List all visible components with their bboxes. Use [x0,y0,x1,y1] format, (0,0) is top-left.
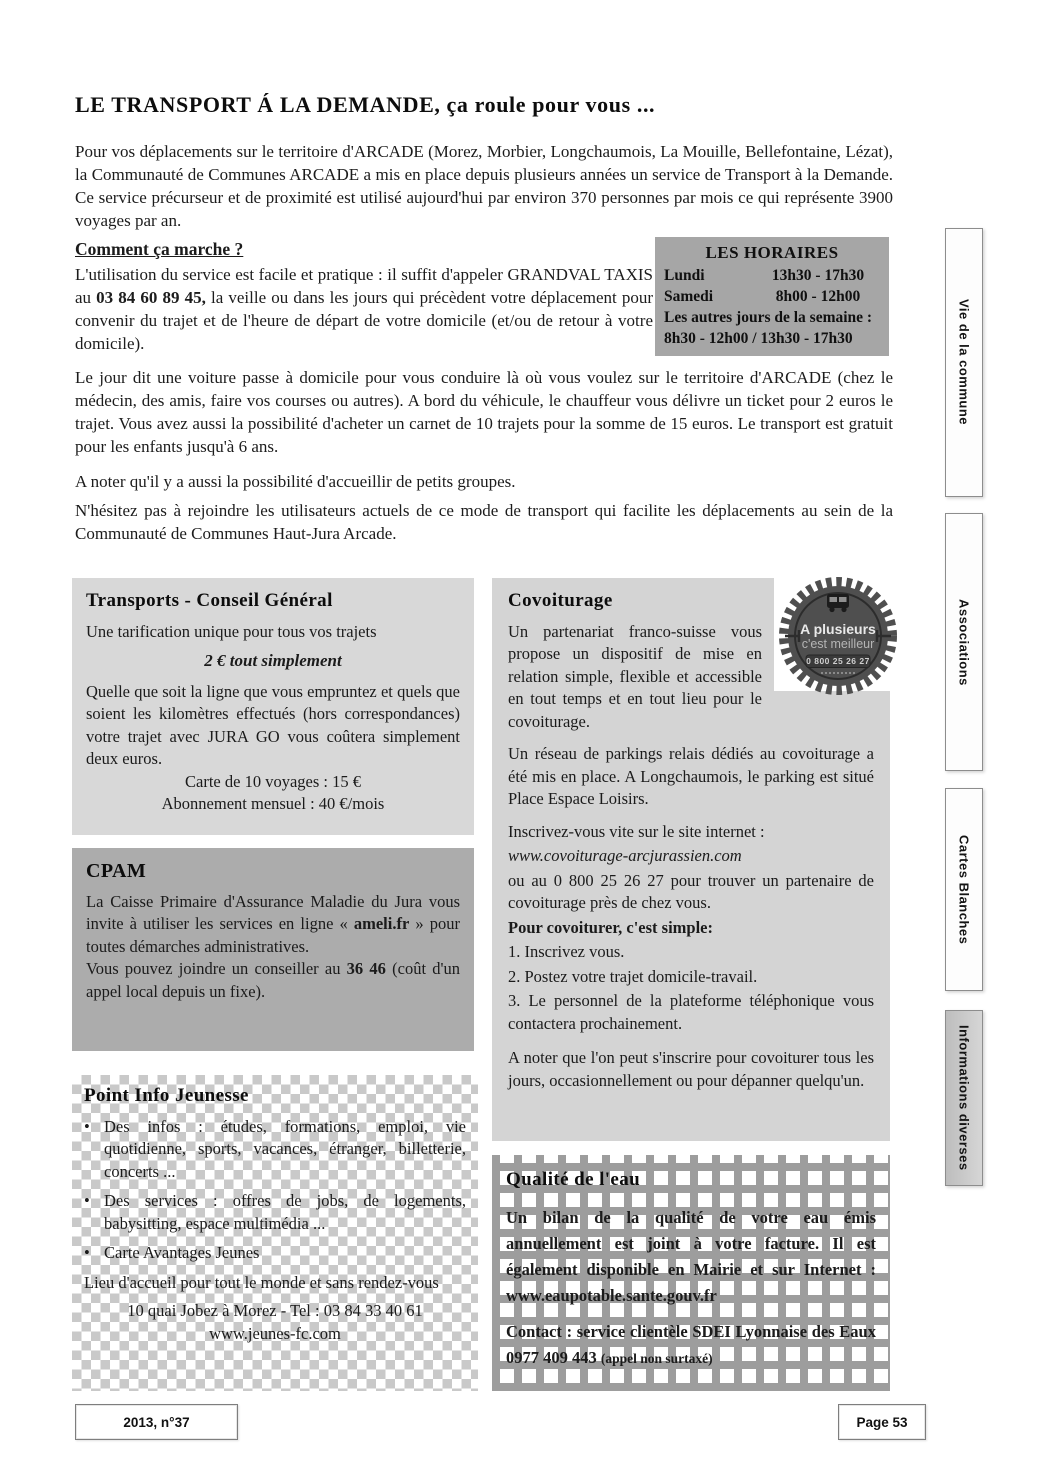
horaires-other-label: Les autres jours de la semaine : [664,309,873,326]
covoiturage-phone-line: ou au 0 800 25 26 27 pour trouver un partenaire de covoiturage près de chez vous. [508,870,874,912]
horaires-row [664,265,880,286]
transports-title: Transports - Conseil Général [86,590,333,611]
join-paragraph: N'hésitez pas à rejoindre les utilisateurs actuels de ce mode de transport qui facilite les déplacements au sein de la Communauté de Communes Haut-Jura Arcade. [75,501,893,543]
taxi-phone-number: 03 84 60 89 45, [96,288,206,307]
badge-phone-number: 0 800 25 26 27 [806,656,870,666]
covoiturage-note: A noter que l'on peut s'inscrire pour covoiturer tous les jours, occasionnellement ou pour dépanner quelqu'un. [508,1048,874,1090]
sidebar-tab-cartes-blanches[interactable]: Cartes Blanches [945,788,983,991]
pij-website-link[interactable]: www.jeunes-fc.com [209,1323,341,1343]
sidebar-tab-vie-de-la-commune[interactable]: Vie de la commune [945,228,983,497]
covoiturage-intro: Un partenariat franco-suisse vous propose un dispositif de mise en relation simple, flexible et accessible en tout temps et en tout lieu pour le covoiturage. [508,621,762,731]
transports-body: Quelle que soit la ligne que vous empruntez et quels que soient les kilomètres effectués (hors correspondances) votre trajet avec JURA GO vous coûtera simplement deux euros. [86,681,460,768]
how-it-works-heading: Comment ça marche ? [75,239,244,259]
eau-contact-paragraph: Contact : service clientèle SDEI Lyonnaise des Eaux 0977 409 443 (appel non surtaxé) [506,1322,876,1367]
cpam-title: CPAM [86,860,147,882]
badge-slogan-line1: A plusieurs [800,621,876,637]
service-detail-paragraph: Le jour dit une voiture passe à domicile pour vous conduire là où vous voulez sur le territoire d'ARCADE (chez le médecin, des amis, faire vos courses ou autres). A bord du véhicule, le chauffeur vous délivre un ticket pour 2 euros le trajet. Vous avez aussi la possibilité d'acheter un carnet de 10 trajets pour la somme de 15 euros. Le transport est gratuit pour les enfants jusqu'à 6 ans. [75,368,893,456]
covoiturage-title: Covoiturage [508,590,613,611]
covoiturage-signup-line: Inscrivez-vous vite sur le site internet : [508,821,765,841]
bullet-icon: • [84,1191,90,1210]
badge-slogan-line2: c'est meilleur [801,637,875,651]
groups-note-paragraph: A noter qu'il y a aussi la possibilité d'accueillir de petits groupes. [75,472,516,491]
covoiturage-website-link[interactable]: www.covoiturage-arcjurassien.com [508,846,742,865]
horaires-day: Samedi [664,288,714,305]
eau-report-paragraph: Un bilan de la qualité de votre eau émis annuellement est joint à votre facture. Il est également disponible en Mairie et sur Internet : www.eaupotable.sante.gouv.fr [506,1208,876,1305]
transports-conseil-general-box [72,578,474,835]
transports-price-line: 2 € tout simplement [204,651,342,670]
transports-card-line: Carte de 10 voyages : 15 € [185,771,361,791]
sidebar-tab-informations-diverses[interactable]: Informations diverses [945,1010,983,1186]
article-title: LE TRANSPORT Á LA DEMANDE, ça roule pour vous ... [75,92,656,117]
footer-page-number-box: Page 53 [838,1404,926,1440]
covoiturage-parkings: Un réseau de parkings relais dédiés au covoiturage a été mis en place. A Longchaumois, le parking est situé Place Espace Loisirs. [508,744,874,808]
point-info-jeunesse-box [72,1075,478,1391]
horaires-other-time: 8h30 - 12h00 / 13h30 - 17h30 [664,330,853,347]
covoiturage-simple-line: Pour covoiturer, c'est simple: [508,917,713,937]
sidebar-tab-associations[interactable]: Associations [945,513,983,771]
horaires-time: 13h30 - 17h30 [771,267,865,284]
cpam-paragraph-1: La Caisse Primaire d'Assurance Maladie du Jura vous invite à utiliser les services en ligne « ameli.fr » pour toutes démarches administratives. [86,891,461,956]
horaires-day: Lundi [664,267,705,284]
horaires-time: 8h00 - 12h00 [775,288,861,305]
eau-title: Qualité de l'eau [506,1169,641,1190]
cpam-paragraph-2: Vous pouvez joindre un conseiller au 36 46 (coût d'un appel local depuis un fixe). [86,959,460,1001]
covoiturage-step: 2. Postez votre trajet domicile-travail. [508,966,758,986]
pij-address: 10 quai Jobez à Morez - Tel : 03 84 33 40 61 [127,1301,423,1320]
qualite-eau-box [492,1155,890,1391]
pij-title: Point Info Jeunesse [84,1085,249,1106]
transports-subtitle: Une tarification unique pour tous vos trajets [86,621,377,641]
pij-bullet-item: • Des infos : études, formations, emploi, vie quotidienne, sports, vacances, étranger, billetterie, concerts ... [84,1116,466,1184]
pij-bullet-item: • Des services : offres de jobs, de logements, babysitting, espace multimédia ... [84,1190,466,1235]
bullet-icon: • [84,1116,90,1136]
intro-paragraph: Pour vos déplacements sur le territoire d'ARCADE (Morez, Morbier, Longchaumois, La Mouille, Bellefontaine, Lézat), la Communauté de Communes ARCADE a mis en place depuis plusieurs années un service de Transport à la Demande. Ce service précurseur et de proximité est utilisé aujourd'hui par environ 370 personnes par mois ce qui représente 3900 voyages par an. [75,142,893,230]
pij-welcome-line: Lieu d'accueil pour tout le monde et sans rendez-vous [84,1272,439,1292]
covoiturage-box [492,578,890,1141]
carpool-badge [776,574,900,698]
pij-bullet-item: • Carte Avantages Jeunes [84,1242,466,1265]
transports-subscription-line: Abonnement mensuel : 40 €/mois [161,794,385,813]
taxi-paragraph: L'utilisation du service est facile et pratique : il suffit d'appeler GRANDVAL TAXIS au 03 84 60 89 45, la veille ou dans les jours qui précèdent votre déplacement pour convenir du trajet et de l'heure de départ de votre domicile (et/ou de retour à votre domicile). [75,265,654,353]
cpam-phone-number: 36 46 [346,959,386,978]
covoiturage-step: 3. Le personnel de la plateforme téléphonique vous contactera prochainement. [508,991,874,1033]
cpam-box [72,848,474,1051]
horaires-row [664,286,880,307]
footer-issue-box: 2013, n°37 [75,1404,238,1440]
ameli-site-label: ameli.fr [353,914,410,933]
bullet-icon: • [84,1243,90,1262]
horaires-title: LES HORAIRES [705,243,839,262]
covoiturage-step: 1. Inscrivez vous. [508,942,625,961]
eau-call-note: (appel non surtaxé) [600,1351,713,1366]
horaires-box [655,237,889,356]
